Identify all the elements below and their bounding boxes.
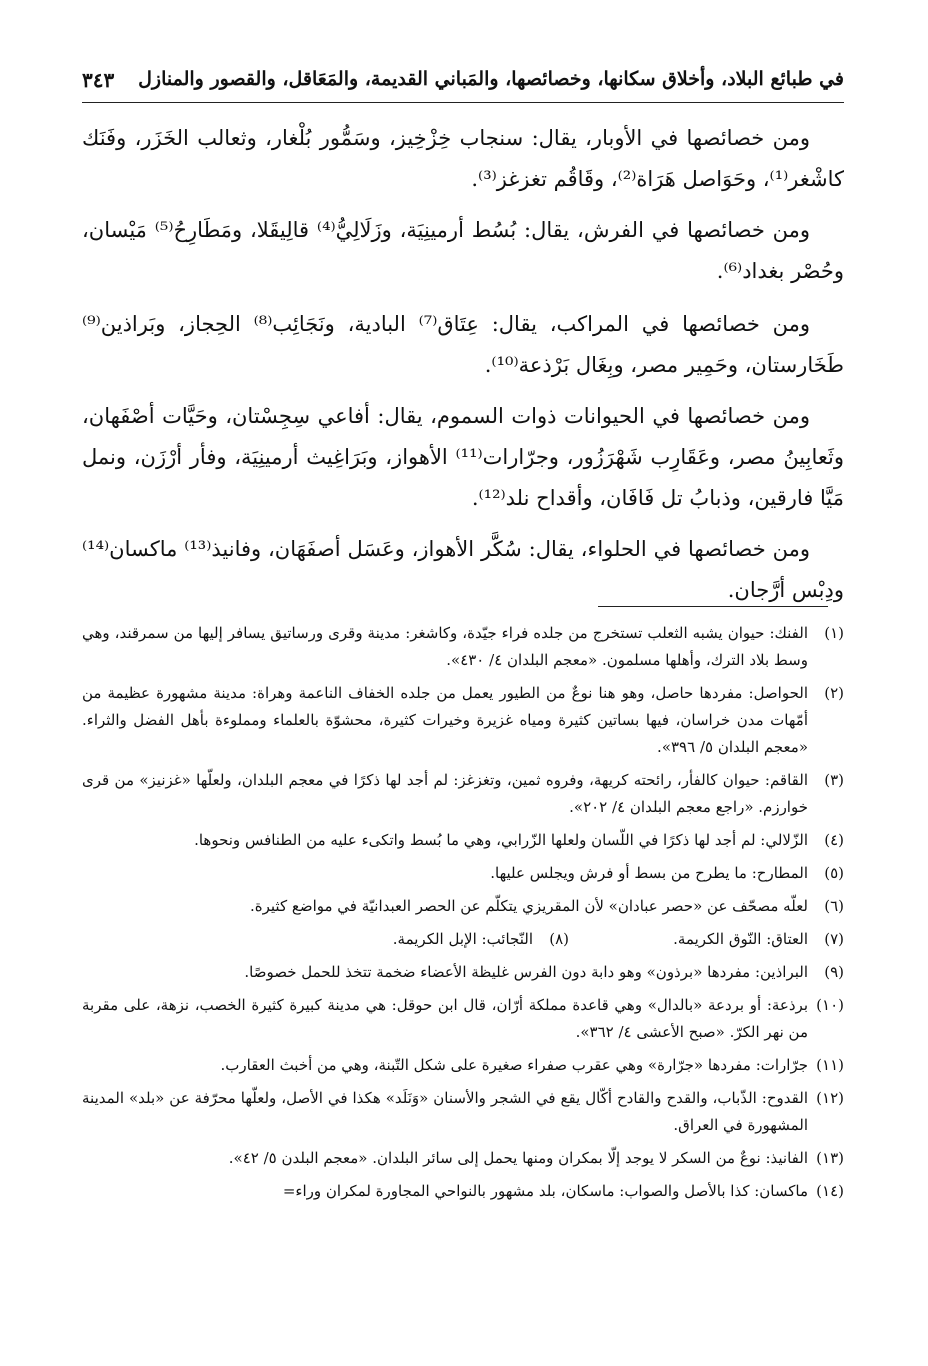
footnote-12 [82, 1085, 844, 1139]
footnote-6 [82, 893, 844, 920]
page-number: ٣٤٣ [82, 68, 115, 92]
footnote-text: الفنك: حيوان يشبه الثعلب تستخرج من جلده فراء جيّدة، وكاشغر: مدينة وقرى ورساتيق يسافر إليها من سمرقند، وهي وسط بلاد الترك، وأهلها مسلمون. «معجم البلدان ٤/ ٤٣٠». [82, 624, 808, 669]
paragraph-mounts: ومن خصائصها في المراكب، يقال: عِتَاق⁽⁷⁾ البادية، ونَجَائِب⁽⁸⁾ الحِجاز، وبَراذين⁽⁹⁾ طَخَارستان، وحَمِير مصر، وبِغَال بَرْذعة⁽¹⁰⁾. [82, 312, 844, 377]
footnotes [82, 620, 844, 1211]
footnote-number: (٩) [824, 963, 844, 981]
footnote-number: (١٤) [816, 1182, 844, 1200]
footnote-10 [82, 992, 844, 1046]
footnote-1 [82, 620, 844, 674]
footnote-13 [82, 1145, 844, 1172]
footnote-number: (٢) [824, 684, 844, 702]
paragraph-venomous-animals: ومن خصائصها في الحيوانات ذوات السموم، يقال: أفاعي سِجِسْتان، وحَيَّات أصْفَهان، وثَعابِينُ مصر، وعَقَارِب شَهْرَزُور، وجرّارات⁽¹¹⁾ الأهواز، وبَرَاغِيث أرمينِيَة، وفأر أرْزَن، ونمل مَيَّا فارقين، وذبابُ تل فَافَان، وأقداح نلد⁽¹²⁾. [82, 404, 844, 510]
footnote-text: جرّارات: مفردها «جرّارة» وهي عقرب صفراء صغيرة على شكل التّبنة، وهي من أخبث العقارب. [220, 1056, 808, 1074]
footnote-4 [82, 827, 844, 854]
footnote-number: (١١) [816, 1056, 844, 1074]
footnote-8 [294, 926, 569, 953]
running-head [82, 62, 844, 103]
footnote-number: (١٠) [816, 996, 844, 1014]
footnote-text: الفانيذ: نوعٌ من السكر لا يوجد إلّا بمكران ومنها يحمل إلى سائر البلدان. «معجم البلدن ٥/ ٤٢». [228, 1149, 808, 1167]
footnote-text: العتاق: النّوق الكريمة. [673, 930, 808, 948]
footnote-pair-7-8 [82, 926, 844, 953]
footnote-5 [82, 860, 844, 887]
running-title: في طبائع البلاد، وأخلاق سكانها، وخصائصها، والمَباني القديمة، والمَعَاقل، والقصور والمنازل [138, 68, 844, 90]
footnote-text: لعلّه مصحّف عن «حصر عبادان» لأن المقريزي يتكلّم عن الحصر العبدانيّة في مواضع كثيرة. [249, 897, 808, 915]
footnote-3 [82, 767, 844, 821]
footnote-text: برذعة: أو بردعة «بالدال» وهي قاعدة مملكة أرّان، قال ابن حوقل: هي مدينة كبيرة كثيرة الخصب، نزهة، على مقربة من نهر الكرّ. «صبح الأعشى ٤/ ٣٦٢». [82, 996, 808, 1041]
footnote-number: (٤) [824, 831, 844, 849]
footnote-text: المطارح: ما يطرح من بسط أو فرش ويجلس عليها. [490, 864, 808, 882]
footnote-text: النّجائب: الإبل الكريمة. [392, 930, 533, 948]
paragraph-carpets: ومن خصائصها في الفرش، يقال: بُسُط أرمينِيَة، وزَلَالِيُّ⁽⁴⁾ قالِيقَلا، ومَطَارِحُ⁽⁵⁾ مَيْسان، وحُصْر بغداد⁽⁶⁾. [82, 218, 844, 283]
footnote-number: (١٢) [816, 1089, 844, 1107]
paragraph-furs: ومن خصائصها في الأوبار، يقال: سنجاب خِزْخِيز، وسَمُّور بُلْغار، وثعالب الخَزَر، وفَنَك كاشْغر⁽¹⁾، وحَوَاصل هَرَاة⁽²⁾، وقَاقُم تغزغز⁽³⁾. [82, 126, 844, 191]
footnote-14 [82, 1178, 844, 1205]
footnote-number: (٣) [824, 771, 844, 789]
footnote-text: الحواصل: مفردها حاصل، وهو هنا نوعٌ من الطيور يعمل من جلده الخفاف الناعمة وهراة: مدينة مشهورة عظيمة من أمّهات مدن خراسان، فيها بساتين كثيرة ومياه غزيرة وخيرات كثيرة، محشوّة بالعلماء ومملوءة بأهل الفضل والثراء. «معجم البلدان ٥/ ٣٩٦». [82, 684, 808, 756]
footnote-text: البراذين: مفردها «برذون» وهو دابة دون الفرس غليظة الأعضاء ضخمة تتخذ للحمل خصوصًا. [244, 963, 808, 981]
footnote-number: (٦) [824, 897, 844, 915]
footnote-text: القدوح: الذّباب، والقدح والقادح أكّال يقع في الشجر والأسنان «وَنَلَد» هكذا في الأصل، ولعلّها محرّفة عن «بلد» المدينة المشهورة في العراق. [82, 1089, 808, 1134]
footnote-text: ماكسان: كذا بالأصل والصواب: ماسكان، بلد مشهور بالنواحي المجاورة لمكران وراء= [282, 1182, 808, 1200]
footnote-7 [569, 926, 844, 953]
footnote-number: (١٣) [816, 1149, 844, 1167]
main-text [82, 118, 844, 621]
footnote-text: الزّلالي: لم أجد لها ذكرًا في اللّسان ولعلها الزّرابي، وهي ما بُسط واتكىء عليه من الطنافس ونحوها. [194, 831, 808, 849]
paragraph-sweets: ومن خصائصها في الحلواء، يقال: سُكَّر الأهواز، وعَسَل أصفَهَان، وفانيذ⁽¹³⁾ ماكسان⁽¹⁴⁾ ودِبْس أرَّجان. [82, 537, 844, 602]
footnote-2 [82, 680, 844, 761]
footnote-number: (٧) [824, 930, 844, 948]
footnote-11 [82, 1052, 844, 1079]
footnote-text: القاقم: حيوان كالفأر، رائحته كريهة، وفروه ثمين، وتغزغز: لم أجد لها ذكرًا في معجم البلدان، ولعلّها «غزنيز» من قرى خوارزم. «راجع معجم البلدان ٤/ ٢٠٢». [82, 771, 808, 816]
footnote-number: (١) [824, 624, 844, 642]
footnote-number: (٥) [824, 864, 844, 882]
footnote-divider [598, 606, 828, 607]
footnote-number: (٨) [549, 930, 569, 948]
footnote-9 [82, 959, 844, 986]
